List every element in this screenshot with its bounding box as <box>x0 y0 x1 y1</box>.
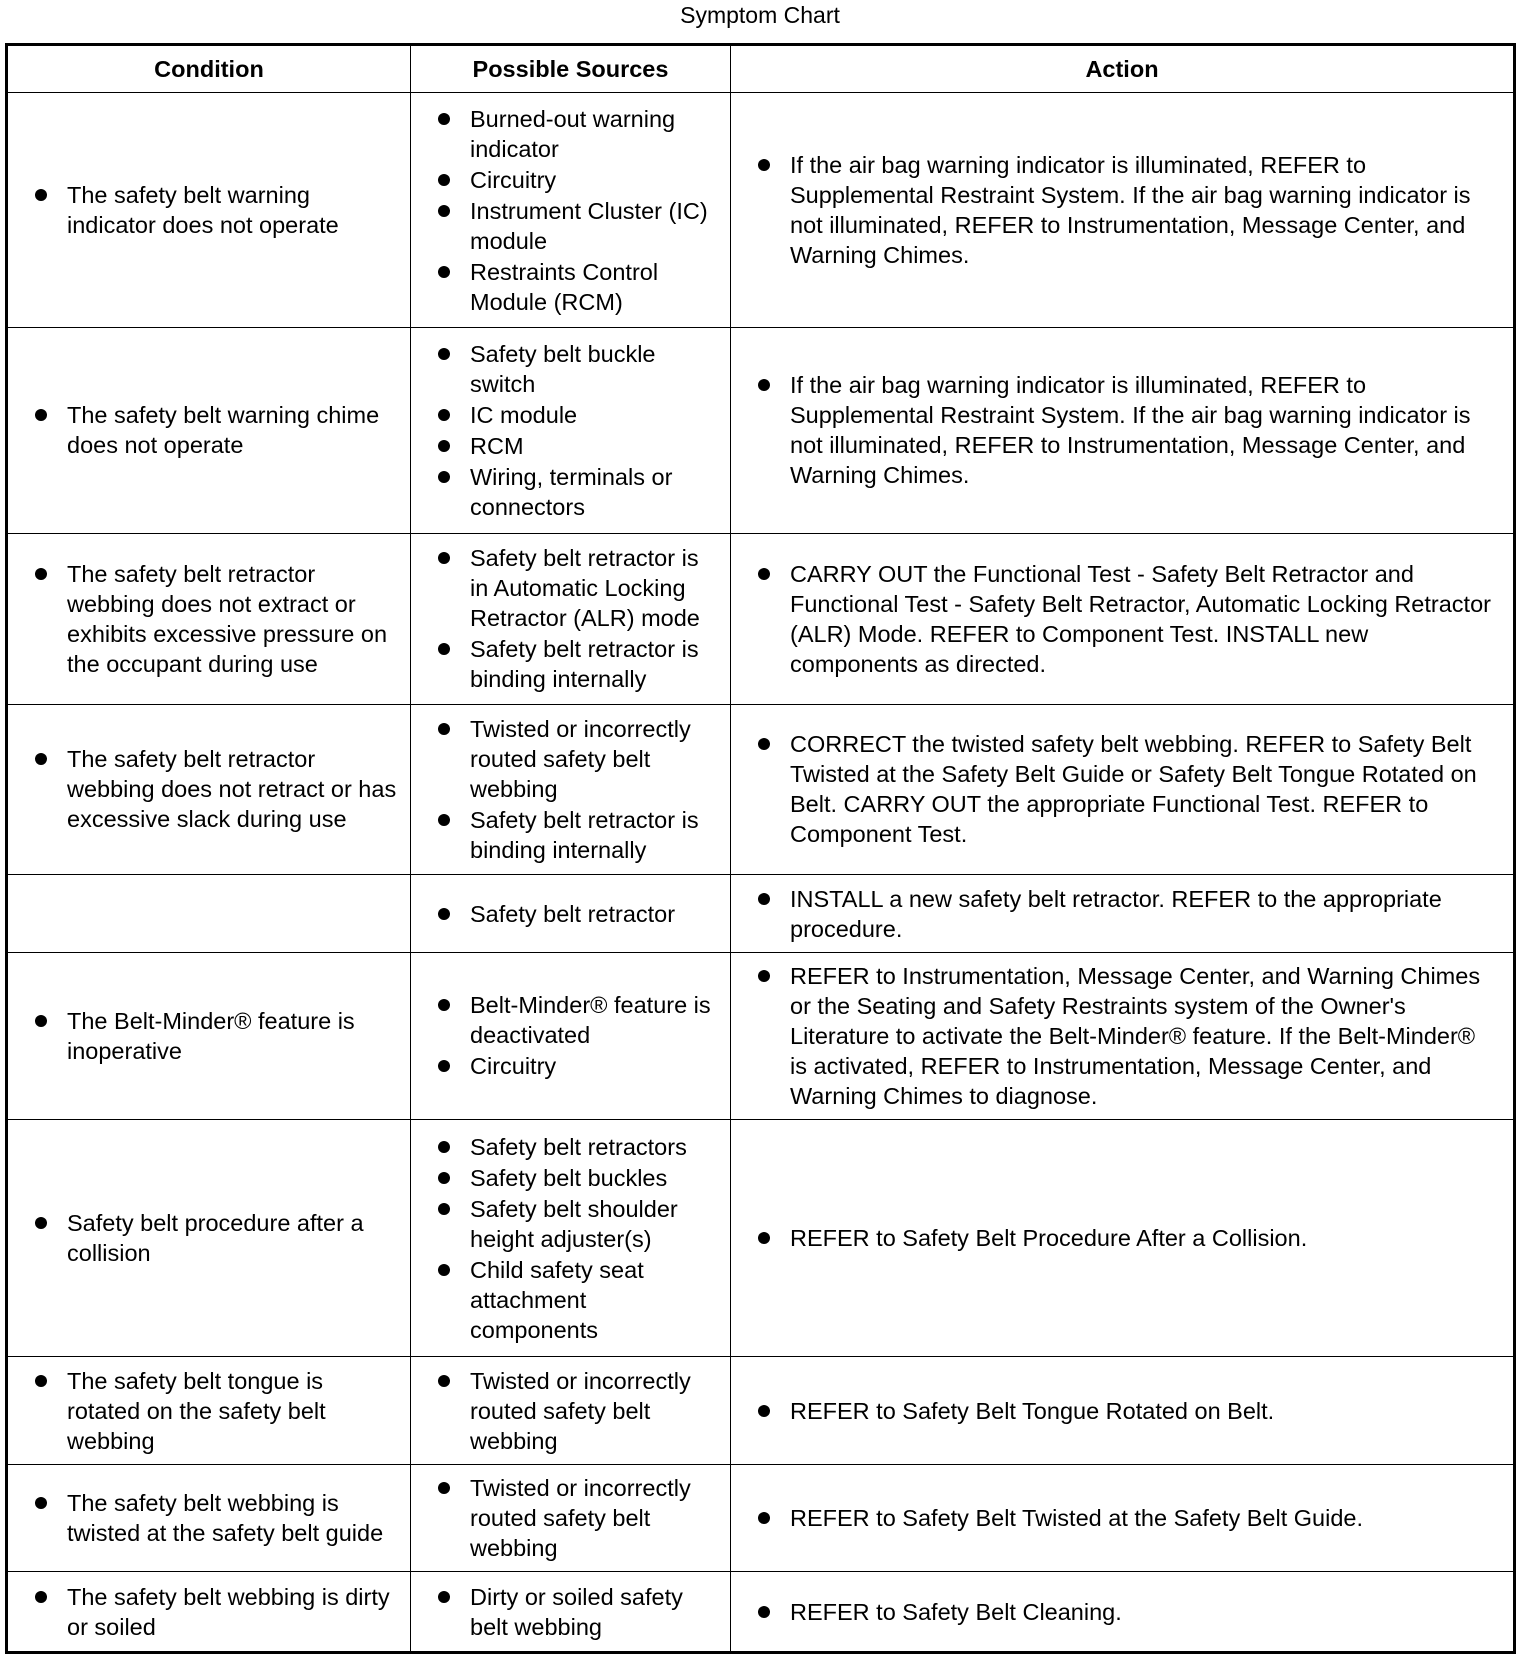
sources-item: Twisted or incorrectly routed safety belt webbing <box>412 1366 729 1456</box>
condition-list <box>9 1488 409 1548</box>
sources-item: Safety belt buckle switch <box>412 339 729 399</box>
condition-item: The safety belt webbing is dirty or soiled <box>9 1582 409 1642</box>
sources-list <box>412 104 729 317</box>
sources-list <box>412 990 729 1081</box>
sources-list <box>412 1473 729 1563</box>
condition-list <box>9 180 409 240</box>
sources-item: Restraints Control Module (RCM) <box>412 257 729 317</box>
sources-item: Safety belt shoulder height adjuster(s) <box>412 1194 729 1254</box>
possible-sources-cell <box>411 1572 731 1653</box>
action-list <box>732 961 1512 1111</box>
table-row <box>7 1464 1515 1572</box>
action-list <box>732 1597 1512 1627</box>
condition-list <box>9 559 409 679</box>
possible-sources-cell <box>411 328 731 533</box>
action-list <box>732 1223 1512 1253</box>
sources-item: Circuitry <box>412 1051 729 1081</box>
action-cell <box>731 704 1515 875</box>
sources-item: Circuitry <box>412 165 729 195</box>
header-row <box>7 45 1515 93</box>
sources-item: Wiring, terminals or connectors <box>412 462 729 522</box>
table-body <box>7 93 1515 1653</box>
sources-item: IC module <box>412 400 729 430</box>
action-cell <box>731 93 1515 328</box>
sources-item: Burned-out warning indicator <box>412 104 729 164</box>
possible-sources-cell <box>411 875 731 952</box>
action-item: INSTALL a new safety belt retractor. REFER to the appropriate procedure. <box>732 884 1512 944</box>
sources-item: Dirty or soiled safety belt webbing <box>412 1582 729 1642</box>
possible-sources-cell <box>411 704 731 875</box>
action-item: CORRECT the twisted safety belt webbing. REFER to Safety Belt Twisted at the Safety Belt Guide or Safety Belt Tongue Rotated on Belt. CARRY OUT the appropriate Functional Test. REFER to Component Test. <box>732 729 1512 849</box>
table-row <box>7 875 1515 952</box>
sources-item: Child safety seat attachment components <box>412 1255 729 1345</box>
header-condition: Condition <box>7 45 411 93</box>
condition-item: Safety belt procedure after a collision <box>9 1208 409 1268</box>
condition-cell <box>7 1464 411 1572</box>
condition-item: The safety belt webbing is twisted at the safety belt guide <box>9 1488 409 1548</box>
action-cell <box>731 1357 1515 1465</box>
sources-item: Safety belt retractor <box>412 899 729 929</box>
condition-item: The Belt-Minder® feature is inoperative <box>9 1006 409 1066</box>
condition-list <box>9 1006 409 1066</box>
action-cell <box>731 328 1515 533</box>
condition-item: The safety belt warning chime does not operate <box>9 400 409 460</box>
sources-list <box>412 1366 729 1456</box>
action-item: CARRY OUT the Functional Test - Safety Belt Retractor and Functional Test - Safety Belt Retractor, Automatic Locking Retractor (ALR) Mode. REFER to Component Test. INSTALL new components as directed. <box>732 559 1512 679</box>
chart-title: Symptom Chart <box>680 2 840 28</box>
sources-list <box>412 543 729 694</box>
sources-list <box>412 899 729 929</box>
table-row <box>7 93 1515 328</box>
table-row <box>7 704 1515 875</box>
sources-item: Safety belt buckles <box>412 1163 729 1193</box>
table-row <box>7 533 1515 704</box>
possible-sources-cell <box>411 1119 731 1356</box>
table-row <box>7 952 1515 1119</box>
table-row <box>7 1572 1515 1653</box>
action-cell <box>731 1572 1515 1653</box>
condition-list <box>9 1366 409 1456</box>
header-possible-sources: Possible Sources <box>411 45 731 93</box>
sources-list <box>412 714 729 865</box>
action-list <box>732 884 1512 944</box>
action-cell <box>731 533 1515 704</box>
condition-list <box>9 744 409 834</box>
action-cell <box>731 1464 1515 1572</box>
condition-cell <box>7 1119 411 1356</box>
sources-list <box>412 339 729 522</box>
action-item: If the air bag warning indicator is illuminated, REFER to Supplemental Restraint System. If the air bag warning indicator is not illuminated, REFER to Instrumentation, Message Center, and Warning Chimes. <box>732 150 1512 270</box>
sources-item: Twisted or incorrectly routed safety belt webbing <box>412 1473 729 1563</box>
possible-sources-cell <box>411 533 731 704</box>
sources-item: Safety belt retractor is binding internally <box>412 634 729 694</box>
sources-item: Belt-Minder® feature is deactivated <box>412 990 729 1050</box>
condition-cell <box>7 1357 411 1465</box>
condition-cell <box>7 328 411 533</box>
sources-item: Instrument Cluster (IC) module <box>412 196 729 256</box>
action-list <box>732 559 1512 679</box>
action-item: If the air bag warning indicator is illuminated, REFER to Supplemental Restraint System. If the air bag warning indicator is not illuminated, REFER to Instrumentation, Message Center, and Warning Chimes. <box>732 370 1512 490</box>
action-list <box>732 1503 1512 1533</box>
sources-item: Safety belt retractor is binding internally <box>412 805 729 865</box>
condition-cell <box>7 875 411 952</box>
sources-item: RCM <box>412 431 729 461</box>
condition-cell <box>7 1572 411 1653</box>
action-list <box>732 370 1512 490</box>
sources-list <box>412 1582 729 1642</box>
condition-cell <box>7 704 411 875</box>
header-action: Action <box>731 45 1515 93</box>
condition-cell <box>7 93 411 328</box>
condition-cell <box>7 533 411 704</box>
condition-list <box>9 1582 409 1642</box>
condition-item: The safety belt retractor webbing does not retract or has excessive slack during use <box>9 744 409 834</box>
symptom-table <box>5 43 1516 1654</box>
sources-item: Safety belt retractors <box>412 1132 729 1162</box>
condition-list <box>9 1208 409 1268</box>
possible-sources-cell <box>411 1357 731 1465</box>
action-cell <box>731 952 1515 1119</box>
table-row <box>7 1119 1515 1356</box>
condition-list <box>9 400 409 460</box>
action-item: REFER to Safety Belt Twisted at the Safety Belt Guide. <box>732 1503 1512 1533</box>
possible-sources-cell <box>411 93 731 328</box>
action-item: REFER to Safety Belt Tongue Rotated on Belt. <box>732 1396 1512 1426</box>
action-item: REFER to Safety Belt Procedure After a Collision. <box>732 1223 1512 1253</box>
condition-item: The safety belt warning indicator does not operate <box>9 180 409 240</box>
table-row <box>7 1357 1515 1465</box>
action-list <box>732 150 1512 270</box>
sources-item: Twisted or incorrectly routed safety belt webbing <box>412 714 729 804</box>
action-cell <box>731 1119 1515 1356</box>
action-cell <box>731 875 1515 952</box>
sources-list <box>412 1132 729 1345</box>
condition-cell <box>7 952 411 1119</box>
action-item: REFER to Instrumentation, Message Center, and Warning Chimes or the Seating and Safety Restraints system of the Owner's Literature to activate the Belt-Minder® feature. If the Belt-Minder® is activated, REFER to Instrumentation, Message Center, and Warning Chimes to diagnose. <box>732 961 1512 1111</box>
condition-item: The safety belt retractor webbing does not extract or exhibits excessive pressure on the occupant during use <box>9 559 409 679</box>
possible-sources-cell <box>411 1464 731 1572</box>
action-list <box>732 729 1512 849</box>
condition-item: The safety belt tongue is rotated on the safety belt webbing <box>9 1366 409 1456</box>
action-item: REFER to Safety Belt Cleaning. <box>732 1597 1512 1627</box>
action-list <box>732 1396 1512 1426</box>
sources-item: Safety belt retractor is in Automatic Locking Retractor (ALR) mode <box>412 543 729 633</box>
table-row <box>7 328 1515 533</box>
possible-sources-cell <box>411 952 731 1119</box>
